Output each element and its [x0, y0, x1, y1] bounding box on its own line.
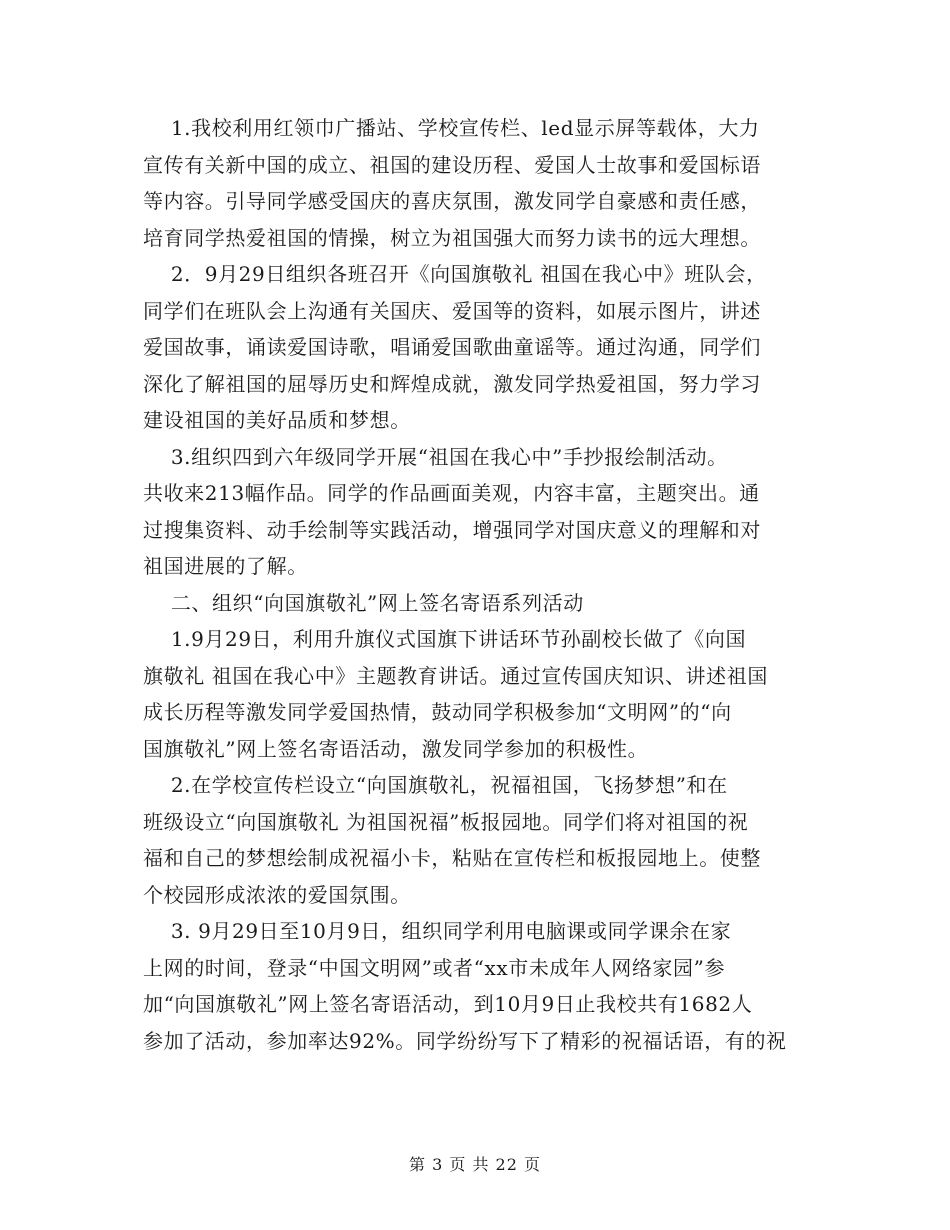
text-line: 参加了活动，参加率达92%。同学纷纷写下了精彩的祝福话语，有的祝 [143, 1028, 787, 1053]
page-number-footer: 第 3 页 共 22 页 [409, 1155, 541, 1174]
text-line: 旗敬礼 祖国在我心中》主题教育讲话。通过宣传国庆知识、讲述祖国 [143, 663, 768, 688]
text-line: 等内容。引导同学感受国庆的喜庆氛围，激发同学自豪感和责任感， [143, 189, 761, 213]
paragraph-item-2 [143, 256, 807, 439]
paragraph-item-5 [143, 767, 807, 913]
text-line: 成长历程等激发同学爱国热情，鼓动同学积极参加“文明网”的“向 [143, 700, 732, 724]
text-line: 爱国故事，诵读爱国诗歌，唱诵爱国歌曲童谣等。通过沟通，同学们 [143, 335, 761, 359]
text-line: 共收来213幅作品。同学的作品画面美观，内容丰富，主题突出。通 [143, 481, 760, 505]
text-line: 个校园形成浓浓的爱国氛围。 [143, 882, 411, 907]
text-line: 国旗敬礼”网上签名寄语活动，激发同学参加的积极性。 [143, 736, 649, 761]
text-line: 上网的时间，登录“中国文明网”或者“xx市未成年人网络家园”参 [143, 955, 726, 980]
text-line: 深化了解祖国的屈辱历史和辉煌成就，激发同学热爱祖国，努力学习 [143, 371, 761, 396]
paragraph-item-3 [143, 439, 807, 585]
text-line: 加“向国旗敬礼”网上签名寄语活动，到10月9日止我校共有1682人 [143, 992, 753, 1016]
text-line: 建设祖国的美好品质和梦想。 [143, 408, 411, 432]
text-line: 2.在学校宣传栏设立“向国旗敬礼，祝福祖国，飞扬梦想”和在 [143, 773, 728, 797]
text-line: 福和自己的梦想绘制成祝福小卡，粘贴在宣传栏和板报园地上。使整 [143, 846, 761, 870]
text-line: 同学们在班队会上沟通有关国庆、爱国等的资料，如展示图片，讲述 [143, 298, 761, 323]
document-body [143, 110, 807, 1059]
text-line: 1.9月29日，利用升旗仪式国旗下讲话环节孙副校长做了《向国 [143, 627, 747, 651]
paragraph-item-1 [143, 110, 807, 256]
heading-line: 二、组织“向国旗敬礼”网上签名寄语系列活动 [143, 590, 584, 615]
section-heading [143, 585, 807, 622]
text-line: 培育同学热爱祖国的情操，树立为祖国强大而努力读书的远大理想。 [143, 225, 761, 250]
paragraph-item-4 [143, 621, 807, 767]
text-line: 宣传有关新中国的成立、祖国的建设历程、爱国人士故事和爱国标语 [143, 152, 761, 177]
paragraph-item-6 [143, 913, 807, 1059]
text-line: 3. 9月29日至10月9日，组织同学利用电脑课或同学课余在家 [143, 919, 732, 943]
text-line: 祖国进展的了解。 [143, 554, 308, 578]
text-line: 3.组织四到六年级同学开展“祖国在我心中”手抄报绘制活动。 [143, 444, 728, 469]
text-line: 过搜集资料、动手绘制等实践活动，增强同学对国庆意义的理解和对 [143, 517, 761, 542]
text-line: 2．9月29日组织各班召开《向国旗敬礼 祖国在我心中》班队会， [143, 262, 767, 286]
text-line: 1.我校利用红领巾广播站、学校宣传栏、led显示屏等载体，大力 [143, 116, 760, 140]
text-line: 班级设立“向国旗敬礼 为祖国祝福”板报园地。同学们将对祖国的祝 [143, 809, 749, 834]
